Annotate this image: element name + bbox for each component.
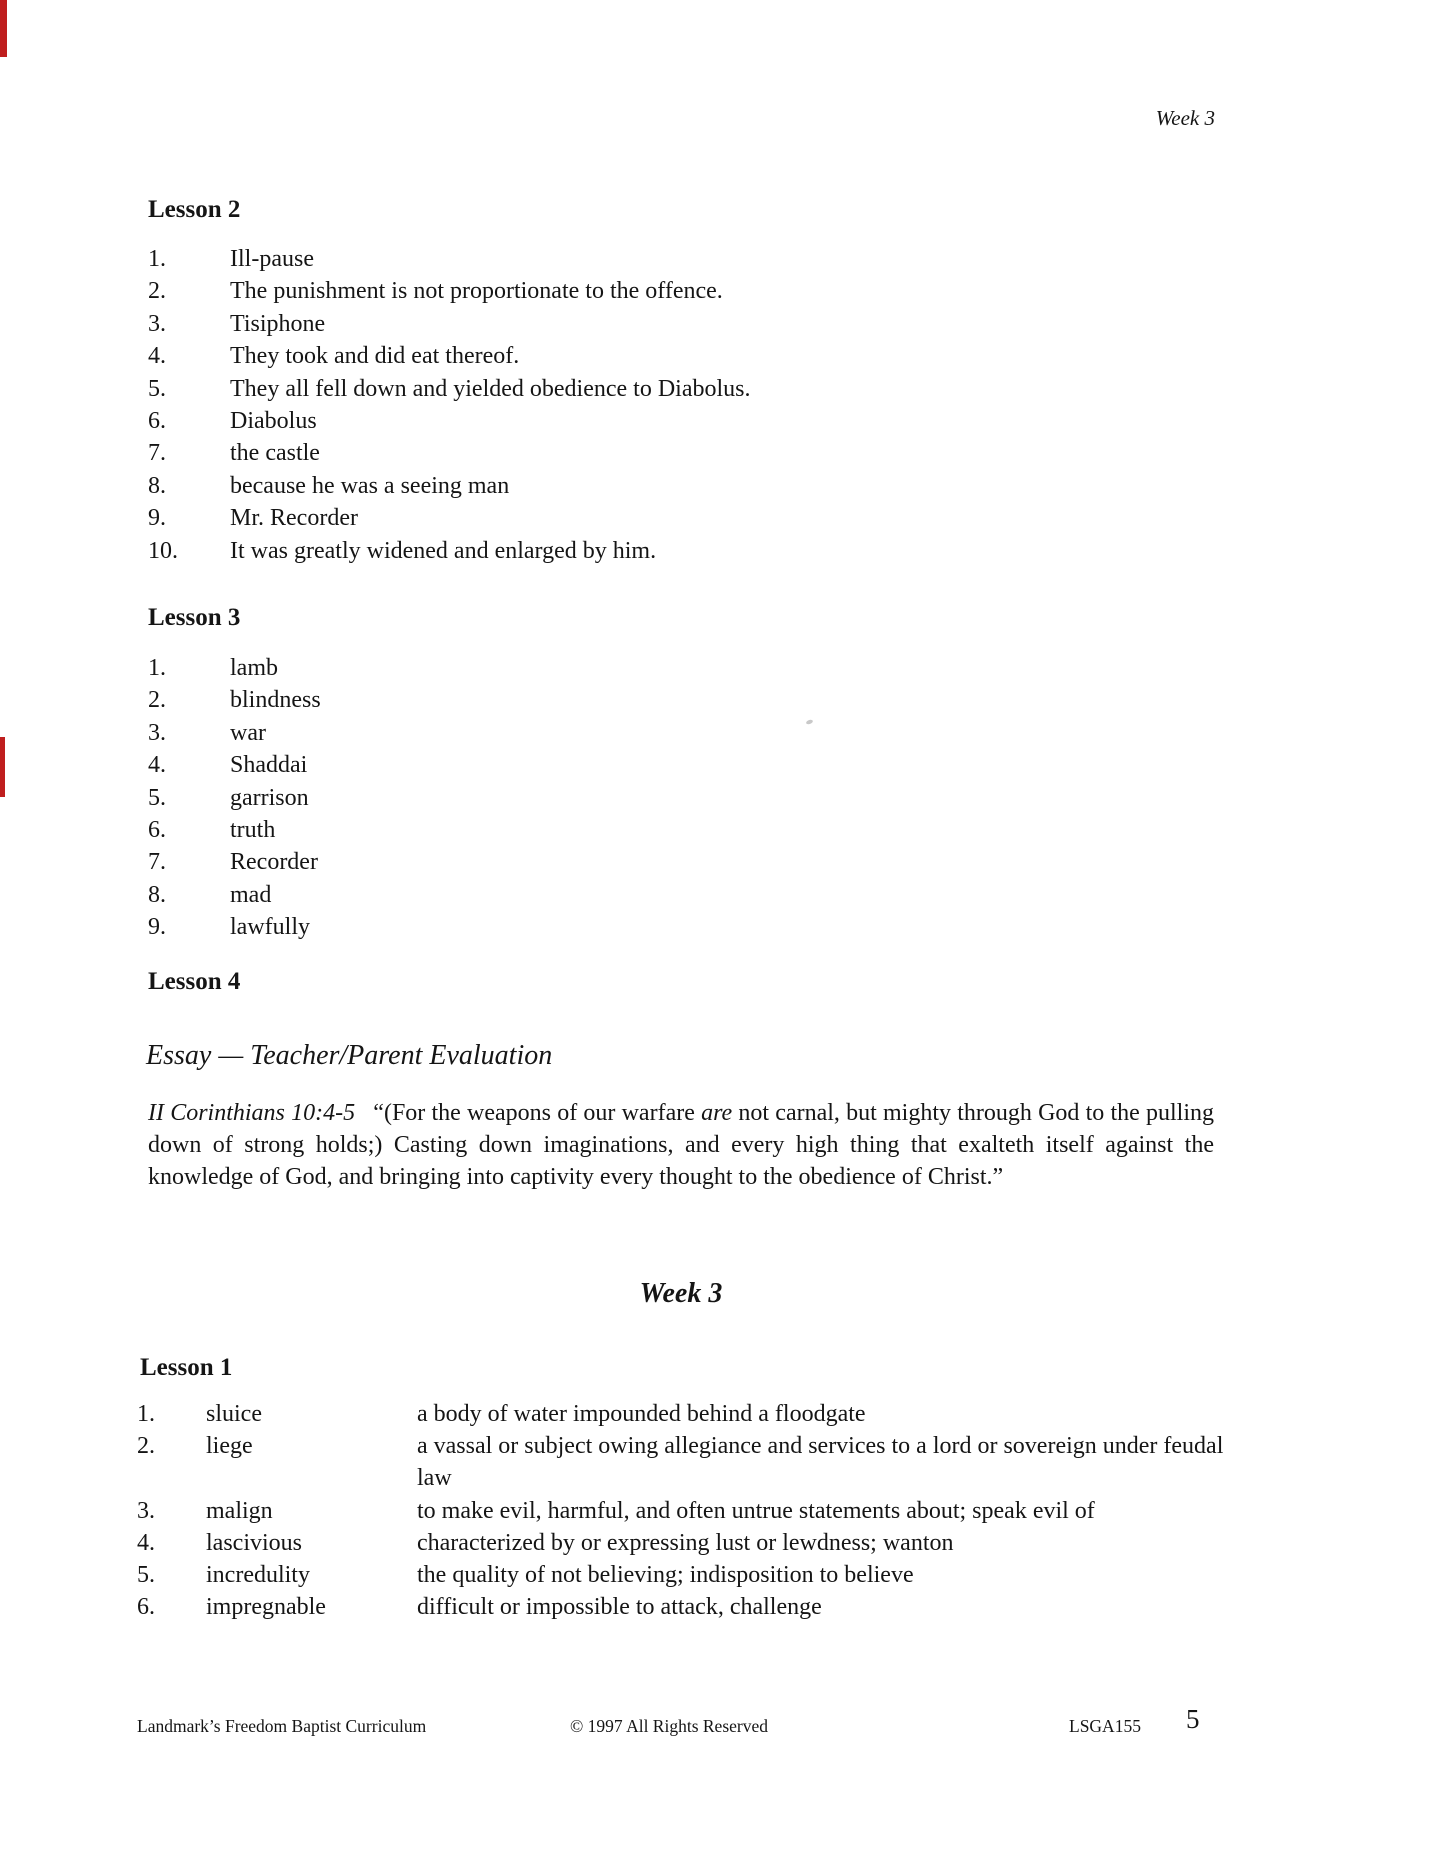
scripture-text: not carnal, but mighty through God to the pulling down of strong holds;) Casting down imaginations, and every high thing that exalteth itself against the knowledge of God, and bringing into captivity every thought to the obedience of Christ.”: [148, 1100, 1215, 1190]
answer-text: lamb: [230, 655, 278, 681]
vocab-term: liege: [206, 1433, 253, 1460]
answer-row: [148, 749, 321, 781]
footer-item-code: LSGA155: [1069, 1716, 1141, 1736]
answer-text: Diabolus: [230, 408, 317, 435]
answer-number: 8.: [148, 881, 166, 908]
vocab-number: 1.: [137, 1401, 155, 1427]
answer-number: 8.: [148, 472, 166, 499]
answer-row: [148, 275, 751, 307]
answer-row: [148, 814, 321, 846]
scripture-emphasis: are: [701, 1100, 733, 1126]
answer-number: 2.: [148, 687, 166, 714]
answer-row: [148, 405, 751, 437]
answer-text: Mr. Recorder: [230, 505, 358, 532]
answer-text: They took and did eat thereof.: [230, 343, 520, 370]
vocab-number: 4.: [137, 1529, 155, 1556]
vocab-term: sluice: [206, 1401, 262, 1427]
answer-row: [148, 879, 321, 911]
answer-number: 4.: [148, 343, 166, 370]
vocabulary-table: [137, 1398, 1237, 1623]
answer-number: 1.: [148, 655, 166, 681]
answer-text: the castle: [230, 440, 320, 467]
lesson-3-answer-list: [148, 652, 321, 944]
scripture-text: “(For the weapons of our warfare: [373, 1100, 695, 1126]
answer-number: 5.: [148, 784, 166, 811]
running-header-week: Week 3: [1155, 106, 1215, 130]
lesson-2-heading: Lesson 2: [148, 196, 241, 223]
answer-text: Tisiphone: [230, 310, 326, 337]
answer-number: 6.: [148, 817, 166, 844]
answer-number: 2.: [148, 278, 166, 305]
vocab-number: 2.: [137, 1433, 155, 1460]
vocab-definition: a vassal or subject owing allegiance and services to a lord or sovereign under feudal law: [417, 1433, 1224, 1492]
answer-number: 1.: [148, 246, 166, 272]
vocab-definition: the quality of not believing; indisposition to believe: [417, 1562, 914, 1589]
answer-text: They all fell down and yielded obedience to Diabolus.: [230, 375, 751, 402]
lesson-2-answer-list: [148, 243, 751, 567]
scripture-reference: II Corinthians 10:4-5: [148, 1100, 356, 1126]
answer-text: lawfully: [230, 914, 310, 941]
answer-number: 3.: [148, 310, 166, 337]
vocab-term: incredulity: [206, 1562, 310, 1589]
answer-number: 4.: [148, 752, 166, 779]
answer-number: 10.: [148, 537, 178, 564]
red-scan-artifact-top: [0, 0, 7, 57]
answer-row: [148, 717, 321, 749]
answer-row: [148, 846, 321, 878]
answer-number: 9.: [148, 914, 166, 941]
answer-text: Shaddai: [230, 752, 308, 779]
lesson-3-heading: Lesson 3: [148, 604, 241, 631]
lesson-1-heading: Lesson 1: [140, 1354, 233, 1381]
vocab-definition: to make evil, harmful, and often untrue statements about; speak evil of: [417, 1497, 1095, 1524]
vocab-definition: characterized by or expressing lust or lewdness; wanton: [417, 1529, 954, 1556]
vocab-number: 6.: [137, 1594, 155, 1621]
answer-row: [148, 652, 321, 684]
vocab-number: 3.: [137, 1497, 155, 1524]
answer-row: [148, 684, 321, 716]
red-scan-artifact-middle: [0, 737, 5, 797]
scripture-paragraph: [148, 1097, 1214, 1193]
answer-number: 3.: [148, 719, 166, 746]
answer-text: blindness: [230, 687, 321, 714]
answer-text: because he was a seeing man: [230, 472, 510, 499]
vocab-term: impregnable: [206, 1594, 326, 1621]
answer-text: war: [230, 719, 266, 746]
answer-text: Ill-pause: [230, 246, 314, 272]
week-3-section-heading: Week 3: [639, 1278, 723, 1309]
lesson-4-heading: Lesson 4: [148, 968, 241, 995]
answer-text: garrison: [230, 784, 309, 811]
page-number: 5: [1186, 1704, 1200, 1734]
answer-number: 5.: [148, 375, 166, 402]
essay-evaluation-line: Essay — Teacher/Parent Evaluation: [146, 1040, 553, 1071]
vocab-term: lascivious: [206, 1529, 302, 1556]
vocab-definition: a body of water impounded behind a floodgate: [417, 1401, 866, 1427]
answer-text: truth: [230, 817, 276, 844]
answer-text: The punishment is not proportionate to the offence.: [230, 278, 723, 305]
scan-speck: [806, 719, 814, 725]
vocab-number: 5.: [137, 1562, 155, 1589]
answer-text: Recorder: [230, 849, 318, 876]
answer-row: [148, 782, 321, 814]
vocab-term: malign: [206, 1497, 273, 1524]
answer-row: [148, 470, 751, 502]
answer-text: It was greatly widened and enlarged by him.: [230, 537, 657, 564]
answer-text: mad: [230, 881, 272, 908]
answer-row: [148, 373, 751, 405]
answer-row: [148, 340, 751, 372]
answer-number: 9.: [148, 505, 166, 532]
answer-row: [148, 437, 751, 469]
answer-row: [148, 535, 751, 567]
footer-copyright: © 1997 All Rights Reserved: [569, 1716, 768, 1736]
vocab-definition: difficult or impossible to attack, challenge: [417, 1594, 822, 1621]
answer-row: [148, 502, 751, 534]
answer-number: 7.: [148, 440, 166, 467]
footer-publisher: Landmark’s Freedom Baptist Curriculum: [137, 1716, 427, 1736]
answer-row: [148, 243, 751, 275]
answer-number: 6.: [148, 408, 166, 435]
answer-row: [148, 911, 321, 943]
answer-row: [148, 308, 751, 340]
answer-number: 7.: [148, 849, 166, 876]
